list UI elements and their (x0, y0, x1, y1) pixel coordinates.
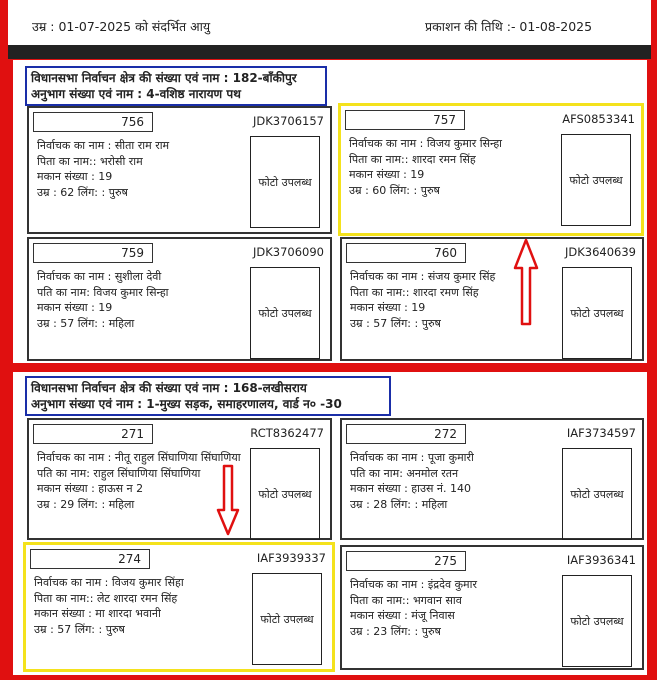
relative-name: पिता का नाम:: लेट शारदा रमन सिंह (34, 591, 178, 605)
age-gender: उम्र : 62 लिंग: : पुरुष (37, 185, 128, 199)
age-gender: उम्र : 57 लिंग: : पुरुष (34, 622, 125, 636)
house-number: मकान संख्या : 19 (349, 168, 425, 181)
epic-number: IAF3734597 (566, 426, 636, 440)
epic-number: JDK3706090 (252, 245, 324, 259)
photo-box: फोटो उपलब्ध (562, 448, 632, 540)
epic-number: IAF3936341 (566, 553, 636, 567)
epic-number: JDK3706157 (252, 114, 324, 128)
serial-number: 756 (33, 112, 153, 132)
serial-number: 275 (346, 551, 466, 571)
photo-box: फोटो उपलब्ध (250, 448, 320, 540)
age-gender: उम्र : 57 लिंग: : महिला (37, 316, 135, 330)
serial-number: 760 (346, 243, 466, 263)
constituency-label: विधानसभा निर्वाचन क्षेत्र की संख्या एवं नाम : 182-बाँकीपुर (31, 71, 297, 85)
age-gender: उम्र : 60 लिंग: : पुरुष (349, 183, 440, 197)
house-number: मकान संख्या : 19 (37, 301, 113, 314)
voter-card (27, 418, 332, 540)
epic-number: JDK3640639 (564, 245, 636, 259)
publication-date-text: प्रकाशन की तिथि :- 01-08-2025 (425, 19, 593, 34)
voter-name: निर्वाचक का नाम : विजय कुमार सिन्हा (349, 137, 503, 150)
document-header (8, 0, 651, 45)
section-panel (13, 60, 647, 363)
constituency-label: विधानसभा निर्वाचन क्षेत्र की संख्या एवं नाम : 168-लखीसराय (31, 381, 307, 395)
voter-card (27, 106, 332, 234)
part-label: अनुभाग संख्या एवं नाम : 4-वशिष्ठ नारायण पथ (31, 87, 241, 101)
relative-name: पिता का नाम:: शारदा रमन सिंह (349, 152, 476, 166)
house-number: मकान संख्या : 19 (37, 170, 113, 183)
voter-card-highlighted (23, 542, 335, 672)
house-number: मकान संख्या : हाऊस न 2 (37, 482, 144, 495)
photo-box: फोटो उपलब्ध (561, 134, 631, 226)
house-number: मकान संख्या : हाउस नं. 140 (350, 482, 472, 495)
voter-card-highlighted (338, 103, 644, 236)
epic-number: AFS0853341 (562, 112, 635, 126)
voter-name: निर्वाचक का नाम : नीतू राहुल सिंघाणिया सिंघाणिया (37, 451, 241, 464)
down-arrow-icon (216, 464, 240, 536)
age-gender: उम्र : 57 लिंग: : पुरुष (350, 316, 441, 330)
serial-number: 757 (345, 110, 465, 130)
header-divider-band (8, 45, 651, 59)
voter-name: निर्वाचक का नाम : सुशीला देवी (37, 270, 162, 283)
section-header-box (25, 376, 391, 416)
voter-name: निर्वाचक का नाम : पूजा कुमारी (350, 451, 474, 464)
section-header-box (25, 66, 327, 106)
house-number: मकान संख्या : 19 (350, 301, 426, 314)
part-label: अनुभाग संख्या एवं नाम : 1-मुख्य सड़क, समाहरणालय, वार्ड न० -30 (31, 397, 342, 411)
photo-box: फोटो उपलब्ध (250, 136, 320, 228)
serial-number: 759 (33, 243, 153, 263)
relative-name: पिता का नाम:: भरोसी राम (37, 154, 143, 168)
house-number: मकान संख्या : मा शारदा भवानी (34, 607, 161, 620)
relative-name: पति का नाम: राहुल सिंघाणिया सिंघाणिया (37, 466, 201, 480)
relative-name: पिता का नाम:: शारदा रमण सिंह (350, 285, 479, 299)
voter-card (27, 237, 332, 361)
voter-name: निर्वाचक का नाम : विजय कुमार सिंहा (34, 576, 184, 589)
relative-name: पति का नाम: विजय कुमार सिन्हा (37, 285, 169, 299)
photo-box: फोटो उपलब्ध (252, 573, 322, 665)
section-panel (13, 372, 647, 675)
epic-number: IAF3939337 (256, 551, 326, 565)
relative-name: पिता का नाम:: भगवान साव (350, 593, 462, 607)
relative-name: पति का नाम: अनमोल रतन (350, 466, 459, 480)
up-arrow-icon (513, 238, 539, 328)
epic-number: RCT8362477 (250, 426, 324, 440)
voter-card (340, 237, 644, 361)
photo-box: फोटो उपलब्ध (250, 267, 320, 359)
voter-card (340, 545, 644, 670)
age-gender: उम्र : 29 लिंग: : महिला (37, 497, 135, 511)
serial-number: 271 (33, 424, 153, 444)
photo-box: फोटो उपलब्ध (562, 267, 632, 359)
voter-name: निर्वाचक का नाम : इंद्रदेव कुमार (350, 578, 477, 591)
age-gender: उम्र : 23 लिंग: : पुरुष (350, 624, 441, 638)
photo-box: फोटो उपलब्ध (562, 575, 632, 667)
serial-number: 272 (346, 424, 466, 444)
serial-number: 274 (30, 549, 150, 569)
age-gender: उम्र : 28 लिंग: : महिला (350, 497, 448, 511)
voter-card (340, 418, 644, 540)
voter-name: निर्वाचक का नाम : संजय कुमार सिंह (350, 270, 496, 283)
house-number: मकान संख्या : मंजू निवास (350, 609, 455, 622)
voter-name: निर्वाचक का नाम : सीता राम राम (37, 139, 170, 152)
age-reference-text: उम्र : 01-07-2025 को संदर्भित आयु (32, 19, 211, 34)
